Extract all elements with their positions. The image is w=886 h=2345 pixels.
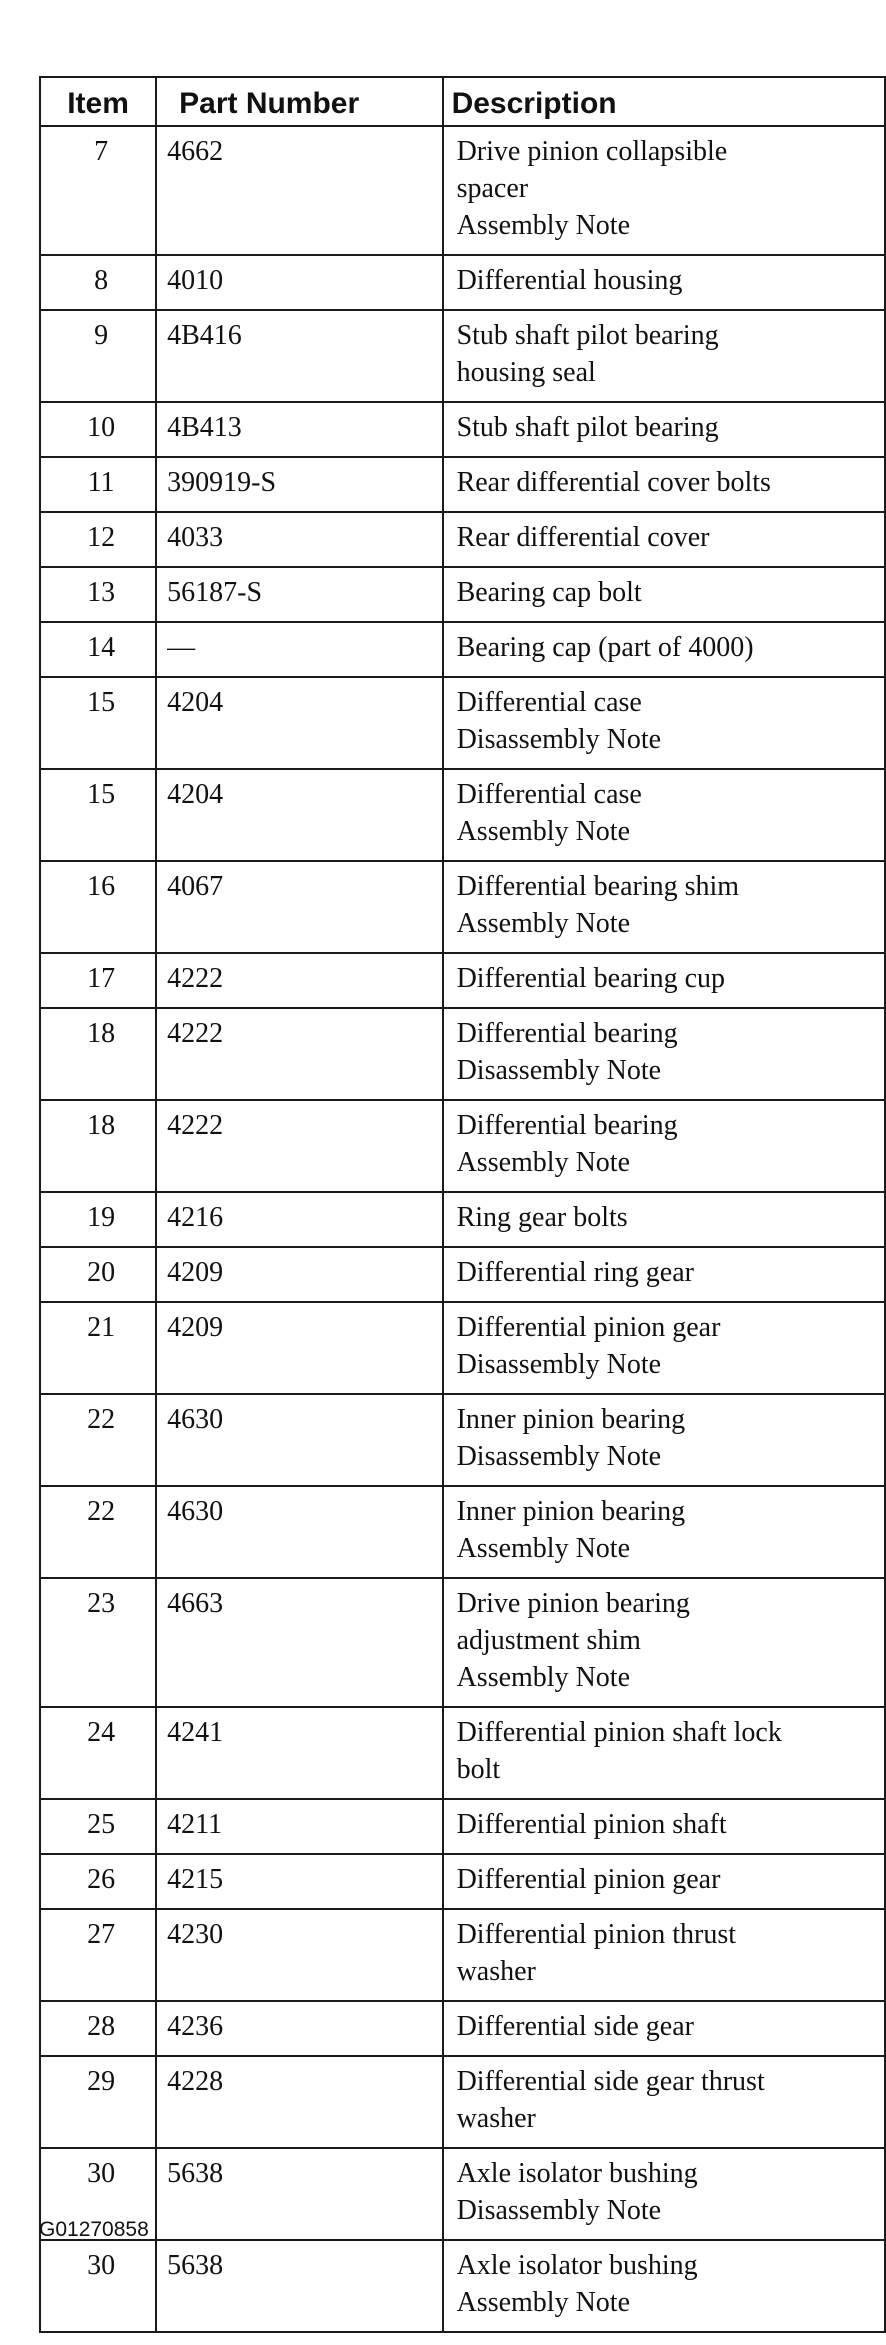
description: [443, 1486, 885, 1578]
item-number: 14: [40, 622, 156, 677]
part-number: 5638: [156, 2148, 442, 2240]
parts-table: [39, 76, 886, 2333]
part-number: 4662: [156, 126, 442, 255]
description-line: Differential bearing: [456, 1110, 678, 1141]
item-number: 20: [40, 1247, 156, 1302]
description-line: Stub shaft pilot bearing: [456, 320, 719, 351]
table-row: [40, 677, 885, 769]
description: [443, 1799, 885, 1854]
part-number: 4228: [156, 2056, 442, 2148]
part-number: 4B413: [156, 402, 442, 457]
part-number: 4204: [156, 677, 442, 769]
description: [443, 1909, 885, 2001]
description-line: Differential pinion thrust: [456, 1919, 737, 1950]
description-line: Ring gear bolts: [456, 1202, 628, 1233]
item-number: 10: [40, 402, 156, 457]
table-row: [40, 861, 885, 953]
description-line: Drive pinion collapsible: [456, 136, 728, 167]
part-number: 4067: [156, 861, 442, 953]
description-line: Rear differential cover: [456, 522, 710, 553]
description: [443, 1100, 885, 1192]
table-row: [40, 1909, 885, 2001]
part-number: 56187-S: [156, 567, 442, 622]
description: [443, 567, 885, 622]
item-number: 30: [40, 2148, 156, 2240]
description: [443, 1192, 885, 1247]
part-number: 4B416: [156, 310, 442, 402]
part-number: 4211: [156, 1799, 442, 1854]
description-line: Disassembly Note: [456, 1055, 662, 1086]
description-line: Differential case: [456, 779, 642, 810]
item-number: 22: [40, 1486, 156, 1578]
header-row: [40, 77, 885, 126]
part-number: —: [156, 622, 442, 677]
description-line: Differential case: [456, 687, 642, 718]
table-row: [40, 1192, 885, 1247]
item-number: 13: [40, 567, 156, 622]
part-number: 4236: [156, 2001, 442, 2056]
table-row: [40, 255, 885, 310]
description-line: Differential bearing cup: [456, 963, 726, 994]
description-line: spacer: [456, 173, 529, 204]
description-line: Stub shaft pilot bearing: [456, 412, 719, 443]
item-number: 21: [40, 1302, 156, 1394]
item-number: 7: [40, 126, 156, 255]
table-header: [40, 77, 885, 126]
description-line: Inner pinion bearing: [456, 1496, 686, 1527]
description-line: Axle isolator bushing: [456, 2158, 698, 2189]
description-line: Assembly Note: [456, 1147, 631, 1178]
part-number: 4215: [156, 1854, 442, 1909]
table-row: [40, 1854, 885, 1909]
description-line: Assembly Note: [456, 816, 631, 847]
description-line: Differential pinion gear: [456, 1312, 721, 1343]
part-number: 4230: [156, 1909, 442, 2001]
description-line: washer: [456, 2103, 536, 2134]
description-line: Differential pinion shaft: [456, 1809, 727, 1840]
item-number: 15: [40, 677, 156, 769]
part-number: 4010: [156, 255, 442, 310]
description: [443, 953, 885, 1008]
description-line: Disassembly Note: [456, 2195, 662, 2226]
item-number: 22: [40, 1394, 156, 1486]
table-row: [40, 126, 885, 255]
table-row: [40, 310, 885, 402]
column-header-item: Item: [40, 77, 156, 126]
part-number: 4222: [156, 1100, 442, 1192]
part-number: 4216: [156, 1192, 442, 1247]
description-line: Assembly Note: [456, 1662, 631, 1693]
table-row: [40, 567, 885, 622]
table-row: [40, 622, 885, 677]
item-number: 16: [40, 861, 156, 953]
part-number: 4663: [156, 1578, 442, 1707]
description: [443, 512, 885, 567]
item-number: 29: [40, 2056, 156, 2148]
description: [443, 1302, 885, 1394]
item-number: 26: [40, 1854, 156, 1909]
description-line: Differential side gear thrust: [456, 2066, 765, 2097]
item-number: 23: [40, 1578, 156, 1707]
table-row: [40, 2148, 885, 2240]
part-number: 4033: [156, 512, 442, 567]
description-line: Inner pinion bearing: [456, 1404, 686, 1435]
table-row: [40, 769, 885, 861]
description-line: bolt: [456, 1754, 501, 1785]
item-number: 24: [40, 1707, 156, 1799]
description-line: housing seal: [456, 357, 596, 388]
description-line: Assembly Note: [456, 1533, 631, 1564]
table-row: [40, 1486, 885, 1578]
table-body: [40, 126, 885, 2332]
part-number: 5638: [156, 2240, 442, 2332]
description: [443, 622, 885, 677]
part-number: 4241: [156, 1707, 442, 1799]
description-line: Differential bearing: [456, 1018, 678, 1049]
column-header-description: Description: [443, 77, 885, 126]
item-number: 18: [40, 1100, 156, 1192]
description: [443, 861, 885, 953]
table-row: [40, 2240, 885, 2332]
description-line: washer: [456, 1956, 536, 1987]
part-number: 4204: [156, 769, 442, 861]
description: [443, 1854, 885, 1909]
column-header-part-number: Part Number: [156, 77, 442, 126]
part-number: 390919-S: [156, 457, 442, 512]
item-number: 11: [40, 457, 156, 512]
description-line: Differential bearing shim: [456, 871, 740, 902]
item-number: 12: [40, 512, 156, 567]
description-line: Bearing cap (part of 4000): [456, 632, 754, 663]
item-number: 8: [40, 255, 156, 310]
description-line: Rear differential cover bolts: [456, 467, 771, 498]
figure-id: G01270858: [39, 2218, 149, 2241]
description-line: Differential pinion shaft lock: [456, 1717, 782, 1748]
table-row: [40, 457, 885, 512]
description-line: Differential side gear: [456, 2011, 694, 2042]
description: [443, 402, 885, 457]
part-number: 4630: [156, 1486, 442, 1578]
item-number: 25: [40, 1799, 156, 1854]
part-number: 4222: [156, 953, 442, 1008]
description-line: Drive pinion bearing: [456, 1588, 690, 1619]
table-row: [40, 1008, 885, 1100]
description: [443, 1008, 885, 1100]
item-number: 9: [40, 310, 156, 402]
table-row: [40, 1302, 885, 1394]
table-row: [40, 1394, 885, 1486]
part-number: 4209: [156, 1247, 442, 1302]
description: [443, 1247, 885, 1302]
item-number: 18: [40, 1008, 156, 1100]
description-line: Disassembly Note: [456, 1441, 662, 1472]
item-number: 19: [40, 1192, 156, 1247]
description: [443, 457, 885, 512]
table-row: [40, 1100, 885, 1192]
item-number: 15: [40, 769, 156, 861]
part-number: 4209: [156, 1302, 442, 1394]
item-number: 27: [40, 1909, 156, 2001]
table-row: [40, 512, 885, 567]
description: [443, 2056, 885, 2148]
table-row: [40, 953, 885, 1008]
description: [443, 769, 885, 861]
description-line: Disassembly Note: [456, 1349, 662, 1380]
description-line: adjustment shim: [456, 1625, 641, 1656]
description-line: Disassembly Note: [456, 724, 662, 755]
description-line: Assembly Note: [456, 2287, 631, 2318]
table-row: [40, 1707, 885, 1799]
description: [443, 2001, 885, 2056]
part-number: 4630: [156, 1394, 442, 1486]
table-row: [40, 402, 885, 457]
description: [443, 2240, 885, 2332]
description: [443, 255, 885, 310]
table-row: [40, 1799, 885, 1854]
table-row: [40, 1247, 885, 1302]
item-number: 17: [40, 953, 156, 1008]
table-row: [40, 2056, 885, 2148]
description-line: Differential pinion gear: [456, 1864, 721, 1895]
description: [443, 1578, 885, 1707]
description-line: Assembly Note: [456, 908, 631, 939]
item-number: 28: [40, 2001, 156, 2056]
description: [443, 126, 885, 255]
table-row: [40, 2001, 885, 2056]
description-line: Differential ring gear: [456, 1257, 694, 1288]
description: [443, 2148, 885, 2240]
description-line: Differential housing: [456, 265, 683, 296]
description: [443, 310, 885, 402]
description: [443, 1394, 885, 1486]
description-line: Assembly Note: [456, 210, 631, 241]
description: [443, 677, 885, 769]
description-line: Axle isolator bushing: [456, 2250, 698, 2281]
description-line: Bearing cap bolt: [456, 577, 642, 608]
description: [443, 1707, 885, 1799]
part-number: 4222: [156, 1008, 442, 1100]
table-row: [40, 1578, 885, 1707]
item-number: 30: [40, 2240, 156, 2332]
